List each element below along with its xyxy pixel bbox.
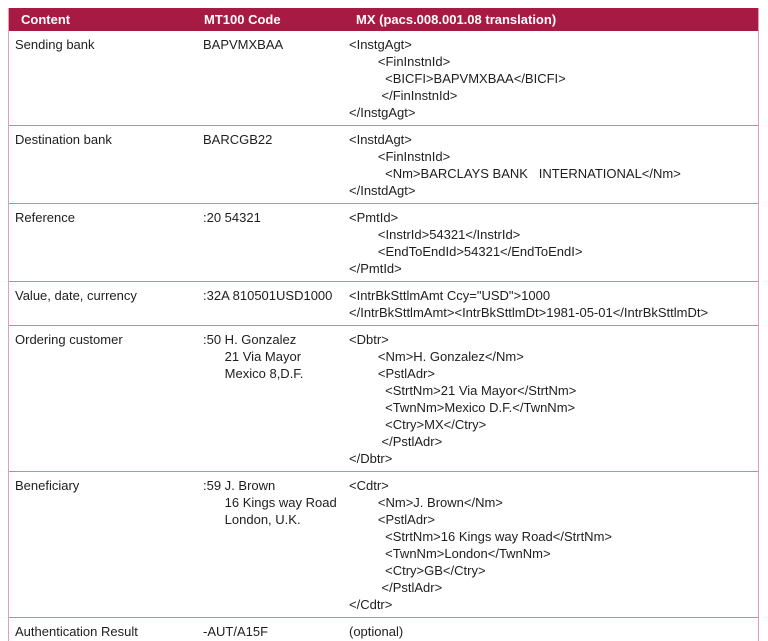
text-line: 16 Kings way Road [203, 495, 337, 510]
mt100-code-cell [203, 204, 349, 281]
text-line: BAPVMXBAA [203, 37, 284, 52]
mt100-code-cell [203, 282, 349, 325]
text-line: <PstlAdr> [349, 366, 435, 381]
mt100-code-cell [203, 31, 349, 125]
text-line: <StrtNm>21 Via Mayor</StrtNm> [349, 383, 577, 398]
text-line: <Ctry>MX</Ctry> [349, 417, 487, 432]
text-line: <Ctry>GB</Ctry> [349, 563, 486, 578]
text-line: <FinInstnId> [349, 149, 451, 164]
content-label: Value, date, currency [15, 288, 137, 303]
text-line: <Nm>H. Gonzalez</Nm> [349, 349, 524, 364]
mx-xml-cell [349, 282, 758, 325]
mt100-code-cell [203, 472, 349, 617]
text-line: <Cdtr> [349, 478, 389, 493]
mt-mx-translation-table [8, 8, 759, 641]
text-line: 21 Via Mayor [203, 349, 302, 364]
mt100-code-cell [203, 126, 349, 203]
text-line: <StrtNm>16 Kings way Road</StrtNm> [349, 529, 612, 544]
table-header-row [9, 8, 758, 31]
content-label: Ordering customer [15, 332, 123, 347]
text-line: <Nm>BARCLAYS BANK INTERNATIONAL</Nm> [349, 166, 681, 181]
table-row-beneficiary [9, 471, 758, 617]
text-line: </IntrBkSttlmAmt><IntrBkSttlmDt>1981-05-01</IntrBkSttlmDt> [349, 305, 709, 320]
column-header-mx-translation: MX (pacs.008.001.08 translation) [356, 12, 557, 27]
text-line: -AUT/A15F [203, 624, 269, 639]
text-line: <TwnNm>Mexico D.F.</TwnNm> [349, 400, 576, 415]
text-line: London, U.K. [203, 512, 301, 527]
text-line: <PstlAdr> [349, 512, 435, 527]
mx-xml-cell [349, 31, 758, 125]
text-line: <InstdAgt> [349, 132, 412, 147]
text-line: </Dbtr> [349, 451, 393, 466]
column-header-mt100-code: MT100 Code [204, 12, 281, 27]
content-label: Reference [15, 210, 75, 225]
mx-xml-cell [349, 618, 758, 641]
text-line: <Dbtr> [349, 332, 389, 347]
table-row-value-date-currency [9, 281, 758, 325]
content-label: Beneficiary [15, 478, 80, 493]
mx-xml-cell [349, 326, 758, 471]
text-line: :50 H. Gonzalez [203, 332, 297, 347]
mx-xml-cell [349, 472, 758, 617]
table-row-reference [9, 203, 758, 281]
text-line: :59 J. Brown [203, 478, 276, 493]
text-line: </FinInstnId> [349, 88, 458, 103]
text-line: <InstrId>54321</InstrId> [349, 227, 521, 242]
content-label: Authentication Result [15, 624, 138, 639]
content-label: Sending bank [15, 37, 95, 52]
mx-xml-cell [349, 126, 758, 203]
column-header-content: Content [21, 12, 71, 27]
table-row-sending-bank [9, 31, 758, 125]
table-row-authentication-result [9, 617, 758, 641]
text-line: </InstdAgt> [349, 183, 416, 198]
text-line: </PstlAdr> [349, 580, 443, 595]
table-row-destination-bank [9, 125, 758, 203]
text-line: </Cdtr> [349, 597, 393, 612]
text-line: :20 54321 [203, 210, 261, 225]
mt100-code-cell [203, 618, 349, 641]
text-line: Mexico 8,D.F. [203, 366, 304, 381]
text-line: <InstgAgt> [349, 37, 412, 52]
text-line: <Nm>J. Brown</Nm> [349, 495, 503, 510]
text-line: BARCGB22 [203, 132, 273, 147]
text-line: <PmtId> [349, 210, 399, 225]
text-line: <FinInstnId> [349, 54, 451, 69]
text-line: </PmtId> [349, 261, 402, 276]
text-line: <IntrBkSttlmAmt Ccy="USD">1000 [349, 288, 551, 303]
mx-xml-cell [349, 204, 758, 281]
text-line: <EndToEndId>54321</EndToEndI> [349, 244, 583, 259]
content-label: Destination bank [15, 132, 112, 147]
text-line: </InstgAgt> [349, 105, 416, 120]
text-line: :32A 810501USD1000 [203, 288, 333, 303]
text-line: </PstlAdr> [349, 434, 443, 449]
mt100-code-cell [203, 326, 349, 471]
text-line: (optional) [349, 624, 404, 639]
text-line: <TwnNm>London</TwnNm> [349, 546, 551, 561]
text-line: <BICFI>BAPVMXBAA</BICFI> [349, 71, 566, 86]
table-row-ordering-customer [9, 325, 758, 471]
